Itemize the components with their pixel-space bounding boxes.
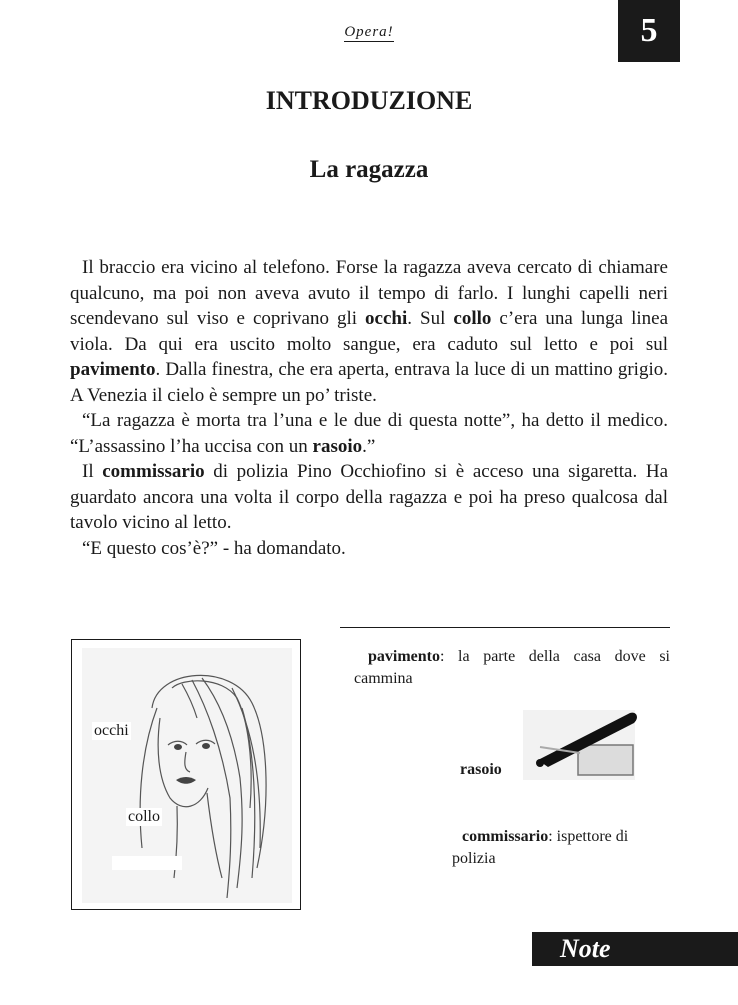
notes-tab: Note (532, 932, 738, 966)
paragraph-2: “La ragazza è morta tra l’una e le due di questa notte”, ha detto il medico. “L’assassino l’ha uccisa con un rasoio.” (70, 410, 668, 457)
notes-divider (340, 627, 670, 628)
running-title: Opera! (344, 24, 394, 40)
note-pavimento: pavimento: la parte della casa dove si cammina (354, 648, 670, 687)
paragraph-4: “E questo cos’è?” - ha domandato. (82, 537, 346, 559)
chapter-title: INTRODUZIONE (265, 86, 473, 115)
keyword-rasoio: rasoio (312, 435, 363, 457)
label-occhi: occhi (94, 722, 129, 739)
paragraph-1: Il braccio era vicino al telefono. Forse la ragazza aveva cercato di chiamare qualcuno, ma poi non aveva avuto il tempo di farlo. I lunghi capelli neri scendevano sul viso e coprivano gli occhi. Sul collo c’era una lunga linea viola. Da qui era uscito molto sangue, era caduto sul letto e poi sul pavimento. Dalla finestra, che era aperta, entrava la luce di un mattino grigio. A Venezia il cielo è sempre un po’ triste. (70, 257, 668, 406)
keyword-pavimento: pavimento (70, 359, 156, 380)
label-rasoio: rasoio (460, 761, 502, 778)
note-commissario: commissario: ispettore di polizia (452, 828, 629, 867)
section-title: La ragazza (309, 156, 429, 183)
razor-illustration (518, 705, 643, 785)
page-number: 5 (618, 0, 680, 62)
story-text (70, 255, 668, 561)
girl-face-illustration (82, 648, 292, 903)
label-collo: collo (128, 808, 160, 825)
girl-illustration-frame (71, 639, 301, 910)
keyword-commissario: commissario (102, 461, 205, 482)
paragraph-3: Il commissario di polizia Pino Occhiofino si è acceso una sigaretta. Ha guardato ancora una volta il corpo della ragazza e poi ha preso qualcosa dal tavolo vicino al letto. (70, 461, 669, 533)
keyword-collo: collo (453, 308, 492, 329)
keyword-occhi: occhi (365, 308, 408, 329)
